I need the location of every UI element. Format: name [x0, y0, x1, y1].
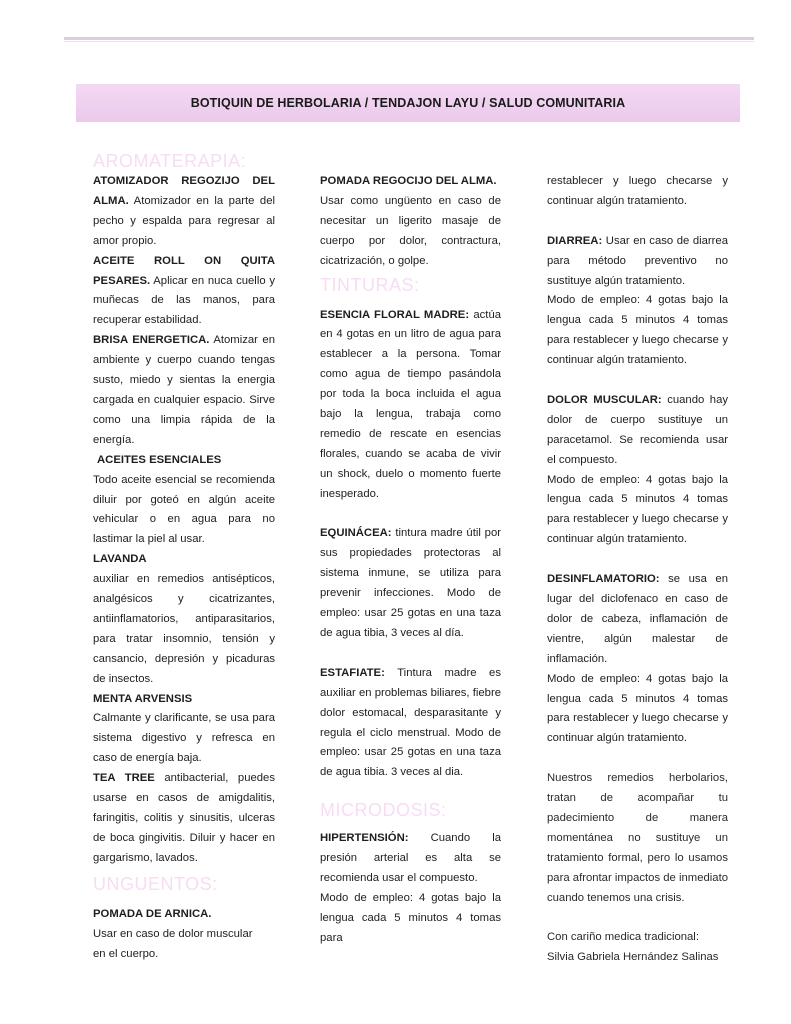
item-title: MENTA ARVENSIS	[93, 692, 193, 705]
item-text: Usar en caso de dolor muscular	[93, 927, 253, 940]
item-aceites	[93, 451, 275, 551]
item-title: ACEITE ROLL ON QUITA PESARES.	[93, 254, 275, 287]
item-title: ACEITES ESENCIALES	[97, 453, 222, 466]
item-diarrea	[547, 232, 728, 292]
section-heading-aromaterapia: AROMATERAPIA:	[93, 151, 247, 171]
item-text: Usar en caso de diarrea para método preventivo no sustituye algún tratamiento.	[547, 234, 728, 287]
top-divider	[64, 37, 754, 40]
item-title: POMADA DE ARNICA.	[93, 907, 212, 920]
item-title: HIPERTENSIÓN:	[320, 832, 409, 845]
header-band	[76, 84, 740, 122]
column-2	[320, 172, 501, 949]
item-equinacea	[320, 524, 501, 643]
item-title: EQUINÁCEA:	[320, 527, 392, 540]
item-text: Atomizar en ambiente y cuerpo cuando tengas susto, miedo y sientas la energia cargada en cualquier espacio. Sirve como una limpia rápida de la energía.	[93, 334, 275, 446]
item-text: Calmante y clarificante, se usa para sistema digestivo y refresca en caso de energía baja.	[93, 712, 275, 765]
item-estafiate	[320, 664, 501, 783]
item-brisa	[93, 331, 275, 450]
item-esencia-floral	[320, 306, 501, 505]
item-title: POMADA REGOCIJO DEL ALMA.	[320, 175, 497, 187]
section-heading-tinturas: TINTURAS:	[320, 274, 420, 295]
item-dolor-modo: Modo de empleo: 4 gotas bajo la lengua cada 5 minutos 4 tomas para restablecer y luego checarse y continuar algún tratamiento.	[547, 473, 728, 546]
item-text: Cuando la presión arterial es alta se recomienda usar el compuesto.	[320, 832, 501, 885]
item-text: Tintura madre es auxiliar en problemas biliares, fiebre dolor estomacal, desparasitante y regula el ciclo menstrual. Modo de empleo: usar 25 gotas en una taza de agua tibia. 3 veces al dia.	[320, 666, 501, 779]
item-text: auxiliar en remedios antisépticos, analgésicos y cicatrizantes, antiinflamatorios, antiparasitarios, para tratar insomnio, tensión y cansancio, depresión y picaduras de insectos.	[93, 573, 275, 685]
item-roll-on	[93, 252, 275, 332]
item-desinflamatorio	[547, 570, 728, 670]
item-text: Todo aceite esencial se recomienda diluir por goteó en algún aceite vehicular o en agua para no lastimar la piel al usar.	[93, 473, 275, 546]
item-arnica	[93, 905, 275, 965]
signoff: Con cariño medica tradicional:	[547, 931, 699, 944]
closing-note: Nuestros remedios herbolarios, tratan de acompañar tu padecimiento de manera momentánea no sustituye un tratamiento formal, pero lo usamos para afrontar impactos de inmediato cuando tenemos una crisis.	[547, 772, 728, 904]
item-text: en el cuerpo.	[93, 947, 159, 960]
item-text: cuando hay dolor de cuerpo sustituye un paracetamol. Se recomienda usar el compuesto.	[547, 393, 728, 466]
column-1	[93, 150, 275, 964]
item-diarrea-modo: Modo de empleo: 4 gotas bajo la lengua cada 5 minutos 4 tomas para restablecer y luego checarse y continuar algún tratamiento.	[547, 294, 728, 367]
item-hipertension-modo: Modo de empleo: 4 gotas bajo la lengua cada 5 minutos 4 tomas para	[320, 891, 501, 944]
item-title: TEA TREE	[93, 772, 155, 785]
item-menta	[93, 690, 275, 770]
item-title: ESTAFIATE:	[320, 666, 385, 679]
item-text: se usa en lugar del diclofenaco en caso de dolor de cabeza, inflamación de vientre, algún malestar de inflamación.	[547, 573, 728, 665]
section-heading-microdosis: MICRODOSIS:	[320, 800, 447, 821]
item-text: antibacterial, puedes usarse en casos de amigdalitis, faringitis, colitis y sinusitis, ulceras de boca gingivitis. Diluir y hacer en gargarismo, lavados.	[93, 772, 275, 864]
item-pomada-regocijo	[320, 172, 501, 272]
signature: Silvia Gabriela Hernández Salinas	[547, 951, 719, 964]
item-desinflamatorio-modo: Modo de empleo: 4 gotas bajo la lengua cada 5 minutos 4 tomas para restablecer y luego checarse y continuar algún tratamiento.	[547, 672, 728, 745]
item-title: DIARREA:	[547, 234, 603, 247]
page-title: BOTIQUIN DE HERBOLARIA / TENDAJON LAYU / SALUD COMUNITARIA	[190, 96, 626, 110]
top-divider-thin	[64, 41, 754, 42]
item-title: BRISA ENERGETICA.	[93, 334, 210, 347]
column-3	[547, 172, 728, 968]
item-text: actúa en 4 gotas en un litro de agua para establecer a la persona. Tomar como agua de tiempo pasándola por toda la boca incluida el agua bajo la lengua, trabaja como remedio de rescate en esencias florales, cuando se acaba de vivir un shock, duelo o momento fuerte inesperado.	[320, 308, 502, 500]
item-title: ESENCIA FLORAL MADRE:	[320, 308, 470, 321]
item-tea-tree	[93, 769, 275, 869]
item-dolor-muscular	[547, 391, 728, 471]
item-continuation: restablecer y luego checarse y continuar algún tratamiento.	[547, 175, 728, 207]
section-heading-unguentos: UNGUENTOS:	[93, 873, 218, 894]
item-text: Aplicar en nuca cuello y muñecas de las manos, para recuperar estabilidad.	[93, 274, 276, 327]
item-text: tintura madre útil por sus propiedades protectoras al sistema inmune, se utiliza para prevenir infecciones. Modo de empleo: usar 25 gotas en una taza de agua tibia, 3 veces al día.	[320, 527, 501, 640]
item-lavanda	[93, 550, 275, 689]
item-title: DESINFLAMATORIO:	[547, 573, 660, 586]
item-title: DOLOR MUSCULAR:	[547, 393, 662, 406]
item-hipertension	[320, 829, 501, 889]
item-text: Atomizador en la parte del pecho y espalda para regresar al amor propio.	[93, 194, 276, 247]
item-title: LAVANDA	[93, 553, 147, 566]
item-text: Usar como ungüento en caso de necesitar un ligerito masaje de cuerpo por dolor, contractura, cicatrización, o golpe.	[320, 194, 501, 267]
item-atomizador	[93, 172, 275, 252]
item-title: ATOMIZADOR REGOZIJO DEL ALMA.	[93, 175, 275, 207]
